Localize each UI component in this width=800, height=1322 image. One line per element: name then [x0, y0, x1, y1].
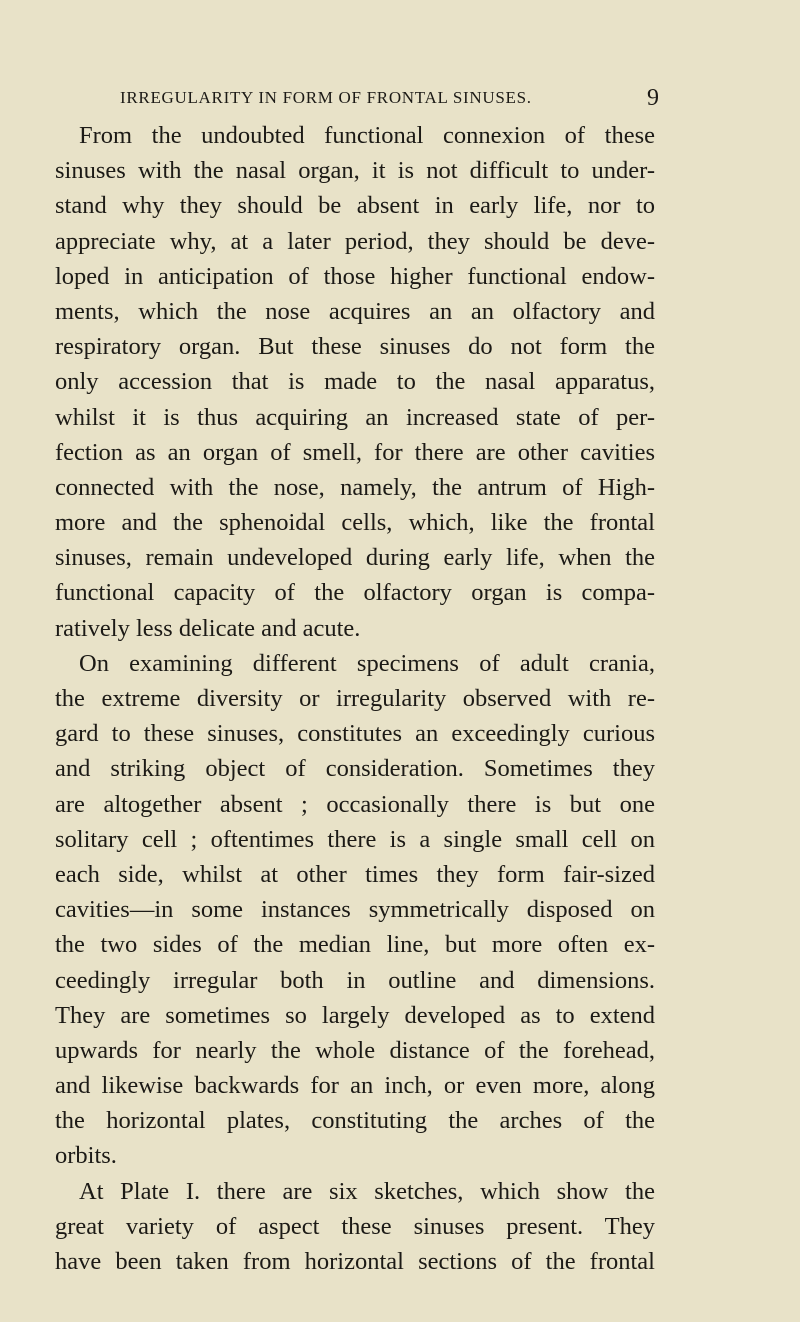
text-line: appreciate why, at a later period, they should be deve-: [55, 227, 655, 255]
text-line: loped in anticipation of those higher functional endow-: [55, 262, 655, 290]
text-line: ments, which the nose acquires an an olfactory and: [55, 297, 655, 325]
text-line: the horizontal plates, constituting the arches of the: [55, 1107, 655, 1135]
text-line: stand why they should be absent in early life, nor to: [55, 192, 655, 220]
text-line: sinuses, remain undeveloped during early life, when the: [55, 544, 655, 572]
text-line: and likewise backwards for an inch, or even more, along: [55, 1072, 655, 1100]
text-line: ceedingly irregular both in outline and dimensions.: [55, 966, 655, 994]
text-line: great variety of aspect these sinuses present. They: [55, 1212, 655, 1240]
text-line: solitary cell ; oftentimes there is a single small cell on: [55, 825, 655, 853]
text-line: have been taken from horizontal sections of the frontal: [55, 1248, 655, 1275]
text-line: upwards for nearly the whole distance of the forehead,: [55, 1036, 655, 1064]
body-text: [55, 118, 655, 1279]
text-line: whilst it is thus acquiring an increased state of per-: [55, 403, 655, 431]
page-number: 9: [647, 85, 659, 111]
text-line: and striking object of consideration. Sometimes they: [55, 755, 655, 783]
running-head-title: IRREGULARITY IN FORM OF FRONTAL SINUSES.: [120, 88, 532, 107]
text-line: fection as an organ of smell, for there are other cavities: [55, 438, 655, 466]
text-line: On examining different specimens of adult crania,: [79, 649, 655, 677]
text-line: They are sometimes so largely developed as to extend: [55, 1001, 655, 1029]
text-line: cavities—in some instances symmetrically disposed on: [55, 896, 655, 924]
text-line: each side, whilst at other times they form fair-sized: [55, 860, 655, 888]
text-line: respiratory organ. But these sinuses do not form the: [55, 333, 655, 361]
text-line: From the undoubted functional connexion of these: [79, 122, 655, 149]
text-line: functional capacity of the olfactory organ is compa-: [55, 579, 655, 607]
text-line: are altogether absent ; occasionally there is but one: [55, 790, 655, 818]
text-line: connected with the nose, namely, the antrum of High-: [55, 473, 655, 501]
text-line: only accession that is made to the nasal apparatus,: [55, 368, 655, 396]
text-line: more and the sphenoidal cells, which, like the frontal: [55, 509, 655, 537]
text-line: the two sides of the median line, but more often ex-: [55, 931, 655, 959]
text-line: gard to these sinuses, constitutes an exceedingly curious: [55, 720, 655, 748]
text-line: ratively less delicate and acute.: [55, 614, 361, 642]
text-line: sinuses with the nasal organ, it is not difficult to under-: [55, 157, 655, 185]
text-line: At Plate I. there are six sketches, which show the: [79, 1177, 655, 1205]
text-line: the extreme diversity or irregularity observed with re-: [55, 685, 655, 712]
text-line: orbits.: [55, 1142, 117, 1170]
running-head: [0, 85, 800, 114]
